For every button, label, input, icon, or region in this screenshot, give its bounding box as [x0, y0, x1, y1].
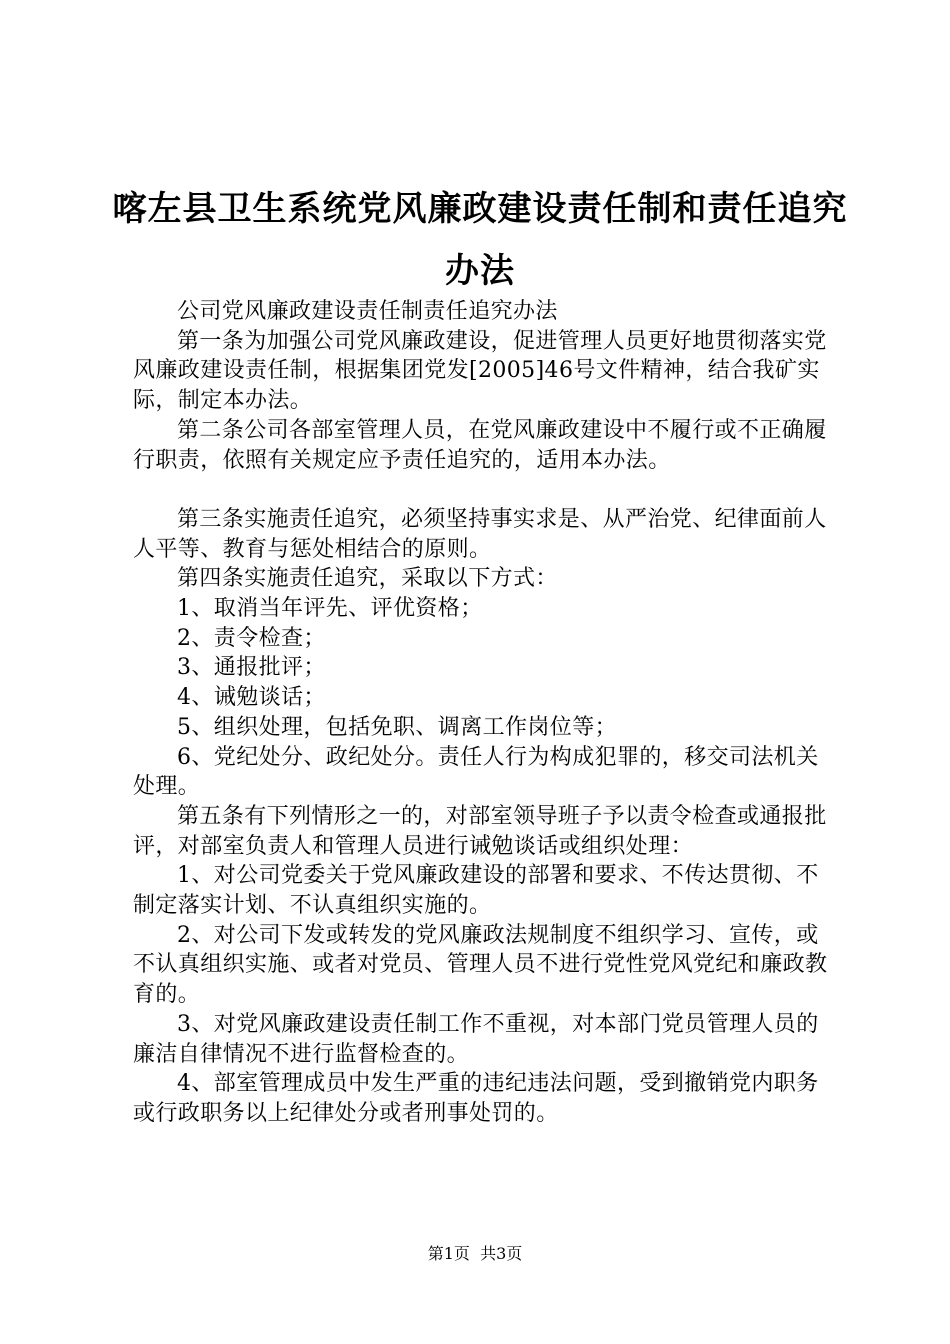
list-item: 3、通报批评； [177, 655, 326, 681]
paragraph-article-1: 第一条为加强公司党风廉政建设，促进管理人员更好地贯彻落实党风廉政建设责任制，根据集团党发[2005]46号文件精神，结合我矿实际，制定本办法。 [133, 328, 827, 414]
page-number: 第1页 [427, 1244, 470, 1263]
list-item: 1、对公司党委关于党风廉政建设的部署和要求、不传达贯彻、不制定落实计划、不认真组织实施的。 [133, 863, 819, 919]
list-item: 1、取消当年评先、评优资格； [177, 596, 483, 622]
paragraph-subtitle: 公司党风廉政建设责任制责任追究办法 [177, 299, 558, 324]
list-item: 2、责令检查； [177, 625, 326, 651]
list-item: 4、诫勉谈话； [177, 685, 326, 711]
page-footer [0, 1243, 950, 1265]
list-item: 5、组织处理，包括免职、调离工作岗位等； [177, 714, 617, 740]
paragraph-article-3: 第三条实施责任追究，必须坚持事实求是、从严治党、纪律面前人人平等、教育与惩处相结合的原则。 [133, 506, 827, 562]
list-item: 3、对党风廉政建设责任制工作不重视，对本部门党员管理人员的廉洁自律情况不进行监督检查的。 [133, 1011, 819, 1067]
list-item: 4、部室管理成员中发生严重的违纪违法问题，受到撤销党内职务或行政职务以上纪律处分或者刑事处罚的。 [133, 1071, 819, 1126]
paragraph-article-5: 第五条有下列情形之一的，对部室领导班子予以责令检查或通报批评，对部室负责人和管理人员进行诫勉谈话或组织处理： [133, 803, 827, 859]
list-item: 6、党纪处分、政纪处分。责任人行为构成犯罪的，移交司法机关处理。 [133, 744, 819, 800]
document-body [133, 297, 837, 1129]
page-total: 共3页 [480, 1244, 523, 1263]
list-item: 2、对公司下发或转发的党风廉政法规制度不组织学习、宣传，或不认真组织实施、或者对党员、管理人员不进行党性党风党纪和廉政教育的。 [133, 922, 828, 1008]
paragraph-article-4: 第四条实施责任追究，采取以下方式： [177, 566, 558, 592]
paragraph-article-2: 第二条公司各部室管理人员，在党风廉政建设中不履行或不正确履行职责，依照有关规定应予责任追究的，适用本办法。 [133, 417, 827, 473]
document-title: 喀左县卫生系统党风廉政建设责任制和责任追究办法 [112, 189, 848, 291]
